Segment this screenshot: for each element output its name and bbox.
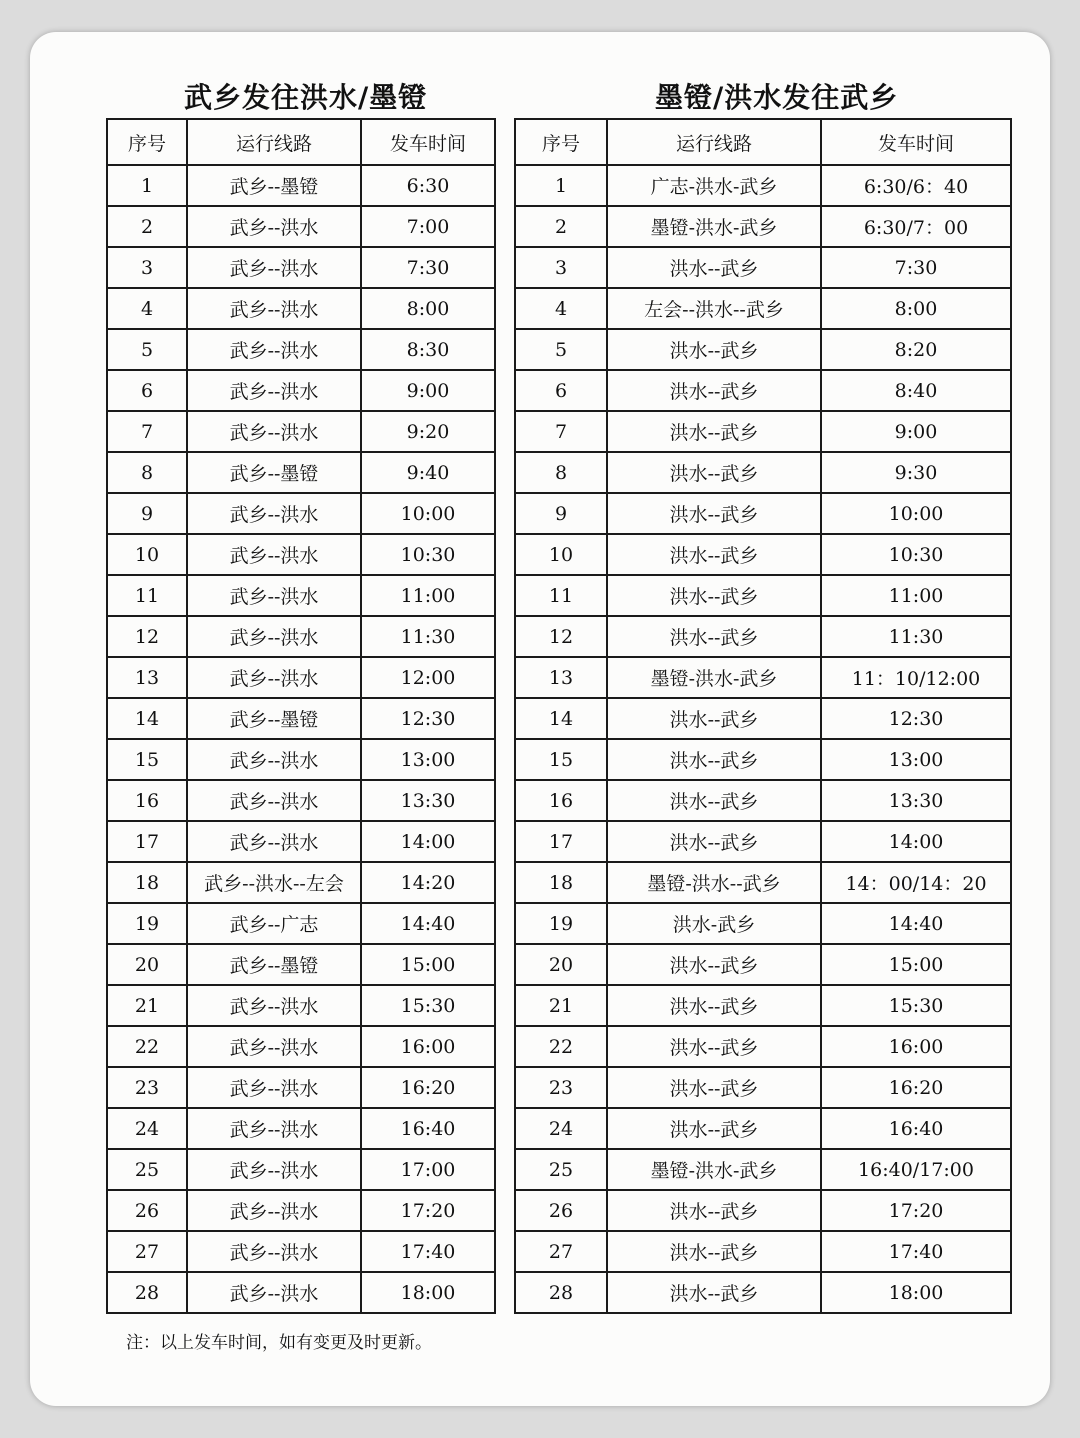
time-cell: 11:00 bbox=[361, 575, 495, 616]
time-cell: 6:30 bbox=[361, 165, 495, 206]
route-cell: 洪水--武乡 bbox=[607, 370, 821, 411]
table-row bbox=[107, 370, 495, 411]
seq-cell: 21 bbox=[515, 985, 607, 1026]
table-row bbox=[515, 165, 1011, 206]
time-cell: 6:30/6：40 bbox=[821, 165, 1011, 206]
table-row bbox=[515, 944, 1011, 985]
route-cell: 墨镫-洪水-武乡 bbox=[607, 657, 821, 698]
seq-cell: 12 bbox=[515, 616, 607, 657]
seq-cell: 19 bbox=[515, 903, 607, 944]
route-cell: 武乡--墨镫 bbox=[187, 944, 361, 985]
route-cell: 武乡--洪水 bbox=[187, 657, 361, 698]
route-cell: 左会--洪水--武乡 bbox=[607, 288, 821, 329]
route-cell: 洪水--武乡 bbox=[607, 1231, 821, 1272]
time-cell: 10:30 bbox=[361, 534, 495, 575]
table-row bbox=[107, 329, 495, 370]
time-cell: 11:00 bbox=[821, 575, 1011, 616]
time-cell: 17:40 bbox=[821, 1231, 1011, 1272]
route-cell: 武乡--洪水 bbox=[187, 780, 361, 821]
table-row bbox=[515, 780, 1011, 821]
time-cell: 14:00 bbox=[361, 821, 495, 862]
left-section-title: 武乡发往洪水/墨镫 bbox=[184, 81, 428, 114]
route-cell: 墨镫-洪水-武乡 bbox=[607, 1149, 821, 1190]
time-cell: 8:40 bbox=[821, 370, 1011, 411]
time-cell: 10:00 bbox=[821, 493, 1011, 534]
route-cell: 洪水--武乡 bbox=[607, 1272, 821, 1313]
time-cell: 16:00 bbox=[361, 1026, 495, 1067]
seq-cell: 2 bbox=[515, 206, 607, 247]
route-cell: 洪水--武乡 bbox=[607, 944, 821, 985]
table-row bbox=[515, 1026, 1011, 1067]
route-cell: 洪水--武乡 bbox=[607, 247, 821, 288]
table-row bbox=[515, 1272, 1011, 1313]
seq-cell: 11 bbox=[107, 575, 187, 616]
table-row bbox=[515, 862, 1011, 903]
route-cell: 广志-洪水-武乡 bbox=[607, 165, 821, 206]
seq-cell: 9 bbox=[515, 493, 607, 534]
seq-cell: 15 bbox=[515, 739, 607, 780]
time-cell: 14:20 bbox=[361, 862, 495, 903]
seq-cell: 20 bbox=[107, 944, 187, 985]
right-section-title: 墨镫/洪水发往武乡 bbox=[655, 81, 899, 114]
seq-cell: 24 bbox=[107, 1108, 187, 1149]
route-cell: 洪水--武乡 bbox=[607, 1190, 821, 1231]
seq-cell: 28 bbox=[515, 1272, 607, 1313]
seq-cell: 14 bbox=[515, 698, 607, 739]
route-cell: 武乡--洪水 bbox=[187, 616, 361, 657]
route-cell: 洪水--武乡 bbox=[607, 1026, 821, 1067]
time-cell: 13:00 bbox=[361, 739, 495, 780]
time-cell: 7:00 bbox=[361, 206, 495, 247]
table-row bbox=[515, 1190, 1011, 1231]
route-cell: 武乡--洪水 bbox=[187, 821, 361, 862]
time-cell: 9:00 bbox=[361, 370, 495, 411]
seq-cell: 26 bbox=[515, 1190, 607, 1231]
header-route: 运行线路 bbox=[607, 119, 821, 165]
table-row bbox=[515, 1231, 1011, 1272]
table-row bbox=[107, 1149, 495, 1190]
seq-cell: 4 bbox=[107, 288, 187, 329]
seq-cell: 7 bbox=[515, 411, 607, 452]
route-cell: 武乡--洪水 bbox=[187, 1272, 361, 1313]
left-schedule-table bbox=[106, 118, 496, 1314]
route-cell: 武乡--墨镫 bbox=[187, 452, 361, 493]
seq-cell: 26 bbox=[107, 1190, 187, 1231]
time-cell: 17:20 bbox=[821, 1190, 1011, 1231]
route-cell: 武乡--洪水 bbox=[187, 575, 361, 616]
seq-cell: 6 bbox=[107, 370, 187, 411]
time-cell: 14:40 bbox=[821, 903, 1011, 944]
seq-cell: 5 bbox=[107, 329, 187, 370]
table-row bbox=[107, 739, 495, 780]
table-row bbox=[107, 862, 495, 903]
table-row bbox=[107, 903, 495, 944]
table-row bbox=[107, 165, 495, 206]
table-row bbox=[107, 780, 495, 821]
route-cell: 洪水--武乡 bbox=[607, 452, 821, 493]
seq-cell: 13 bbox=[515, 657, 607, 698]
seq-cell: 1 bbox=[107, 165, 187, 206]
route-cell: 墨镫-洪水--武乡 bbox=[607, 862, 821, 903]
time-cell: 14:00 bbox=[821, 821, 1011, 862]
time-cell: 8:00 bbox=[361, 288, 495, 329]
route-cell: 洪水--武乡 bbox=[607, 821, 821, 862]
time-cell: 9:20 bbox=[361, 411, 495, 452]
table-row bbox=[515, 206, 1011, 247]
seq-cell: 28 bbox=[107, 1272, 187, 1313]
seq-cell: 12 bbox=[107, 616, 187, 657]
table-row bbox=[107, 288, 495, 329]
table-row bbox=[515, 1149, 1011, 1190]
seq-cell: 15 bbox=[107, 739, 187, 780]
table-row bbox=[107, 411, 495, 452]
table-row bbox=[107, 1272, 495, 1313]
time-cell: 8:20 bbox=[821, 329, 1011, 370]
footnote: 注：以上发车时间，如有变更及时更新。 bbox=[126, 1333, 432, 1353]
route-cell: 武乡--洪水--左会 bbox=[187, 862, 361, 903]
table-row bbox=[107, 247, 495, 288]
seq-cell: 18 bbox=[107, 862, 187, 903]
seq-cell: 27 bbox=[107, 1231, 187, 1272]
table-row bbox=[515, 1108, 1011, 1149]
route-cell: 武乡--洪水 bbox=[187, 1190, 361, 1231]
table-row bbox=[515, 288, 1011, 329]
time-cell: 6:30/7：00 bbox=[821, 206, 1011, 247]
route-cell: 洪水--武乡 bbox=[607, 780, 821, 821]
time-cell: 17:20 bbox=[361, 1190, 495, 1231]
route-cell: 武乡--洪水 bbox=[187, 985, 361, 1026]
seq-cell: 24 bbox=[515, 1108, 607, 1149]
header-time: 发车时间 bbox=[361, 119, 495, 165]
route-cell: 武乡--洪水 bbox=[187, 329, 361, 370]
time-cell: 17:00 bbox=[361, 1149, 495, 1190]
seq-cell: 2 bbox=[107, 206, 187, 247]
time-cell: 14：00/14：20 bbox=[821, 862, 1011, 903]
time-cell: 16:40/17:00 bbox=[821, 1149, 1011, 1190]
route-cell: 武乡--洪水 bbox=[187, 206, 361, 247]
seq-cell: 7 bbox=[107, 411, 187, 452]
route-cell: 武乡--洪水 bbox=[187, 739, 361, 780]
time-cell: 16:20 bbox=[361, 1067, 495, 1108]
seq-cell: 9 bbox=[107, 493, 187, 534]
table-row bbox=[515, 821, 1011, 862]
seq-cell: 17 bbox=[107, 821, 187, 862]
seq-cell: 6 bbox=[515, 370, 607, 411]
route-cell: 武乡--洪水 bbox=[187, 247, 361, 288]
table-row bbox=[107, 1190, 495, 1231]
table-header-row bbox=[515, 119, 1011, 165]
table-row bbox=[515, 452, 1011, 493]
route-cell: 墨镫-洪水-武乡 bbox=[607, 206, 821, 247]
table-row bbox=[107, 1026, 495, 1067]
route-cell: 武乡--洪水 bbox=[187, 1067, 361, 1108]
route-cell: 武乡--墨镫 bbox=[187, 698, 361, 739]
time-cell: 13:30 bbox=[821, 780, 1011, 821]
seq-cell: 25 bbox=[515, 1149, 607, 1190]
seq-cell: 8 bbox=[107, 452, 187, 493]
route-cell: 洪水--武乡 bbox=[607, 329, 821, 370]
table-row bbox=[515, 247, 1011, 288]
seq-cell: 13 bbox=[107, 657, 187, 698]
table-row bbox=[515, 329, 1011, 370]
table-row bbox=[107, 657, 495, 698]
table-row bbox=[515, 575, 1011, 616]
route-cell: 洪水--武乡 bbox=[607, 534, 821, 575]
time-cell: 15:00 bbox=[821, 944, 1011, 985]
route-cell: 武乡--洪水 bbox=[187, 493, 361, 534]
table-row bbox=[515, 657, 1011, 698]
seq-cell: 3 bbox=[107, 247, 187, 288]
time-cell: 13:30 bbox=[361, 780, 495, 821]
time-cell: 16:00 bbox=[821, 1026, 1011, 1067]
table-row bbox=[107, 452, 495, 493]
header-seq: 序号 bbox=[515, 119, 607, 165]
route-cell: 洪水--武乡 bbox=[607, 1108, 821, 1149]
route-cell: 洪水--武乡 bbox=[607, 739, 821, 780]
table-row bbox=[515, 985, 1011, 1026]
route-cell: 武乡--洪水 bbox=[187, 534, 361, 575]
table-header-row bbox=[107, 119, 495, 165]
time-cell: 10:30 bbox=[821, 534, 1011, 575]
time-cell: 12:30 bbox=[361, 698, 495, 739]
time-cell: 16:40 bbox=[821, 1108, 1011, 1149]
time-cell: 8:00 bbox=[821, 288, 1011, 329]
table-row bbox=[107, 944, 495, 985]
table-row bbox=[107, 821, 495, 862]
time-cell: 10:00 bbox=[361, 493, 495, 534]
seq-cell: 3 bbox=[515, 247, 607, 288]
time-cell: 7:30 bbox=[361, 247, 495, 288]
table-row bbox=[107, 1067, 495, 1108]
route-cell: 武乡--洪水 bbox=[187, 370, 361, 411]
seq-cell: 17 bbox=[515, 821, 607, 862]
seq-cell: 22 bbox=[107, 1026, 187, 1067]
header-route: 运行线路 bbox=[187, 119, 361, 165]
time-cell: 12:00 bbox=[361, 657, 495, 698]
route-cell: 武乡--墨镫 bbox=[187, 165, 361, 206]
route-cell: 洪水-武乡 bbox=[607, 903, 821, 944]
table-row bbox=[107, 698, 495, 739]
time-cell: 15:30 bbox=[361, 985, 495, 1026]
time-cell: 18:00 bbox=[821, 1272, 1011, 1313]
table-row bbox=[515, 903, 1011, 944]
table-row bbox=[515, 698, 1011, 739]
time-cell: 8:30 bbox=[361, 329, 495, 370]
table-row bbox=[107, 206, 495, 247]
seq-cell: 5 bbox=[515, 329, 607, 370]
seq-cell: 20 bbox=[515, 944, 607, 985]
table-row bbox=[515, 493, 1011, 534]
seq-cell: 23 bbox=[107, 1067, 187, 1108]
seq-cell: 22 bbox=[515, 1026, 607, 1067]
route-cell: 洪水--武乡 bbox=[607, 698, 821, 739]
table-row bbox=[515, 616, 1011, 657]
table-row bbox=[107, 493, 495, 534]
table-row bbox=[515, 739, 1011, 780]
route-cell: 洪水--武乡 bbox=[607, 616, 821, 657]
table-row bbox=[515, 411, 1011, 452]
seq-cell: 21 bbox=[107, 985, 187, 1026]
route-cell: 洪水--武乡 bbox=[607, 493, 821, 534]
seq-cell: 16 bbox=[515, 780, 607, 821]
time-cell: 11:30 bbox=[361, 616, 495, 657]
time-cell: 18:00 bbox=[361, 1272, 495, 1313]
time-cell: 15:30 bbox=[821, 985, 1011, 1026]
time-cell: 16:40 bbox=[361, 1108, 495, 1149]
time-cell: 11:30 bbox=[821, 616, 1011, 657]
header-seq: 序号 bbox=[107, 119, 187, 165]
route-cell: 武乡--广志 bbox=[187, 903, 361, 944]
table-row bbox=[107, 1108, 495, 1149]
time-cell: 17:40 bbox=[361, 1231, 495, 1272]
header-time: 发车时间 bbox=[821, 119, 1011, 165]
table-row bbox=[107, 985, 495, 1026]
time-cell: 9:00 bbox=[821, 411, 1011, 452]
route-cell: 武乡--洪水 bbox=[187, 288, 361, 329]
seq-cell: 10 bbox=[107, 534, 187, 575]
seq-cell: 1 bbox=[515, 165, 607, 206]
route-cell: 武乡--洪水 bbox=[187, 1026, 361, 1067]
time-cell: 13:00 bbox=[821, 739, 1011, 780]
table-row bbox=[107, 534, 495, 575]
seq-cell: 25 bbox=[107, 1149, 187, 1190]
time-cell: 15:00 bbox=[361, 944, 495, 985]
table-row bbox=[515, 534, 1011, 575]
time-cell: 11：10/12:00 bbox=[821, 657, 1011, 698]
seq-cell: 4 bbox=[515, 288, 607, 329]
seq-cell: 11 bbox=[515, 575, 607, 616]
seq-cell: 14 bbox=[107, 698, 187, 739]
table-row bbox=[515, 1067, 1011, 1108]
seq-cell: 18 bbox=[515, 862, 607, 903]
table-row bbox=[515, 370, 1011, 411]
seq-cell: 16 bbox=[107, 780, 187, 821]
route-cell: 武乡--洪水 bbox=[187, 411, 361, 452]
time-cell: 16:20 bbox=[821, 1067, 1011, 1108]
seq-cell: 10 bbox=[515, 534, 607, 575]
right-schedule-table bbox=[514, 118, 1012, 1314]
time-cell: 9:40 bbox=[361, 452, 495, 493]
route-cell: 武乡--洪水 bbox=[187, 1149, 361, 1190]
table-row bbox=[107, 575, 495, 616]
route-cell: 洪水--武乡 bbox=[607, 411, 821, 452]
route-cell: 洪水--武乡 bbox=[607, 1067, 821, 1108]
time-cell: 7:30 bbox=[821, 247, 1011, 288]
seq-cell: 8 bbox=[515, 452, 607, 493]
table-row bbox=[107, 616, 495, 657]
route-cell: 武乡--洪水 bbox=[187, 1231, 361, 1272]
time-cell: 9:30 bbox=[821, 452, 1011, 493]
table-row bbox=[107, 1231, 495, 1272]
seq-cell: 27 bbox=[515, 1231, 607, 1272]
seq-cell: 23 bbox=[515, 1067, 607, 1108]
route-cell: 武乡--洪水 bbox=[187, 1108, 361, 1149]
seq-cell: 19 bbox=[107, 903, 187, 944]
route-cell: 洪水--武乡 bbox=[607, 575, 821, 616]
route-cell: 洪水--武乡 bbox=[607, 985, 821, 1026]
time-cell: 12:30 bbox=[821, 698, 1011, 739]
time-cell: 14:40 bbox=[361, 903, 495, 944]
